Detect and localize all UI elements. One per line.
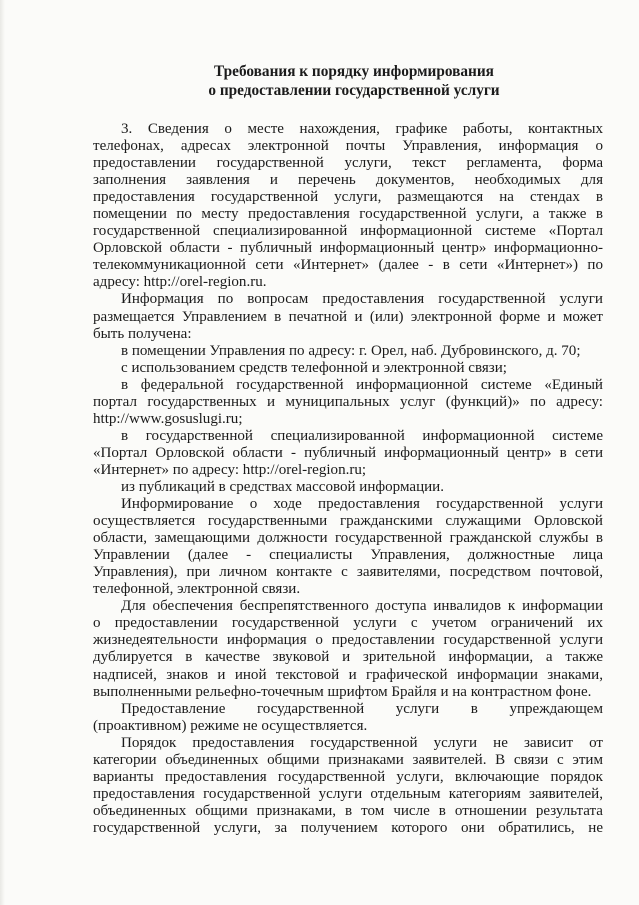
document-body [93, 121, 603, 837]
text-line: Управления), при личном контакте с заявителями, посредством почтовой, [93, 564, 603, 581]
text-line: телефонной, электронной связи. [93, 581, 301, 598]
text-line: государственной услуги, за получением которого они обратились, не [93, 819, 603, 836]
text-line: жизнедеятельности информация о предоставлении государственной услуги [93, 632, 603, 649]
text-line: объединенных общими признаками, в том числе в отношении результата [93, 802, 603, 819]
paragraph-3 [93, 496, 603, 598]
text-line: Порядок предоставления государственной услуги не зависит от [121, 734, 603, 751]
text-line: помещении по месту предоставления государственной услуги, а также в [93, 206, 603, 223]
list-item [93, 428, 603, 479]
paragraph-2 [93, 291, 603, 342]
text-line: (проактивном) режиме не осуществляется. [93, 717, 368, 734]
text-line: варианты предоставления государственной услуги, включающие порядок [93, 768, 603, 785]
paragraph-1 [93, 121, 603, 291]
text-line: телекоммуникационной сети «Интернет» (далее - в сети «Интернет») по [93, 257, 603, 274]
title-line-2: о предоставлении государственной услуги [208, 82, 500, 99]
text-line: надписей, знаков и иной текстовой и графической информации знаками, [93, 666, 603, 683]
text-line: «Интернет» по адресу: http://orel-region.ru; [93, 461, 367, 478]
text-line: Орловской области - публичный информационный центр» информационно- [93, 240, 603, 257]
text-line: осуществляется государственными гражданскими служащими Орловской [93, 513, 603, 530]
text-line: о предоставлении государственной услуги с учетом ограничений их [93, 615, 603, 632]
text-line: адресу: http://orel-region.ru. [93, 274, 267, 291]
text-line: категории объединенных общими признаками заявителей. В связи с этим [93, 751, 603, 768]
document-title [93, 62, 603, 100]
text-line: в федеральной государственной информационной системе «Единый [121, 376, 603, 393]
list-item: с использованием средств телефонной и электронной связи; [121, 359, 507, 376]
text-line: заполнения заявления и перечень документов, необходимых для [93, 172, 603, 189]
text-line: «Портал Орловской области - публичный информационный центр» в сети [93, 444, 603, 461]
text-line: телефонах, адресах электронной почты Управления, информация о [93, 138, 603, 155]
text-line: выполненными рельефно-точечным шрифтом Брайля и на контрастном фоне. [93, 683, 592, 700]
text-line: Для обеспечения беспрепятственного доступа инвалидов к информации [121, 598, 603, 615]
list-item [93, 377, 603, 428]
paragraph-5 [93, 701, 603, 735]
text-line: предоставления государственной услуги отдельным категориям заявителей, [93, 785, 603, 802]
text-line: 3. Сведения о месте нахождения, графике работы, контактных [121, 121, 603, 137]
scan-shadow-edge [0, 0, 5, 905]
text-line: предоставлении государственной услуги, текст регламента, форма [93, 155, 603, 172]
text-line: http://www.gosuslugi.ru; [93, 410, 243, 427]
list-item: из публикаций в средствах массовой информации. [121, 478, 444, 495]
text-line: области, замещающими должности государственной гражданской службы в [93, 530, 603, 547]
text-line: в государственной специализированной информационной системе [121, 427, 603, 444]
info-sources-list [93, 343, 603, 496]
paragraph-4 [93, 598, 603, 700]
text-line: государственной специализированной информационной системе «Портал [93, 223, 603, 240]
text-line: Информация по вопросам предоставления государственной услуги [121, 291, 603, 308]
text-line: быть получена: [93, 325, 192, 342]
text-line: портал государственных и муниципальных услуг (функций)» по адресу: [93, 393, 603, 410]
text-line: Предоставление государственной услуги в упреждающем [121, 700, 603, 717]
text-line: размещается Управлением в печатной и (или) электронной форме и может [93, 308, 603, 325]
text-line: дублируется в качестве звуковой и зрительной информации, а также [93, 649, 603, 666]
text-line: предоставления государственной услуги, размещаются на стендах в [93, 189, 603, 206]
title-line-1: Требования к порядку информирования [214, 63, 494, 80]
list-item: в помещении Управления по адресу: г. Орел, наб. Дубровинского, д. 70; [121, 342, 581, 359]
text-line: Управлении (далее - специалисты Управления, должностные лица [93, 547, 603, 564]
paragraph-6 [93, 735, 603, 837]
text-line: Информирование о ходе предоставления государственной услуги [121, 496, 603, 513]
